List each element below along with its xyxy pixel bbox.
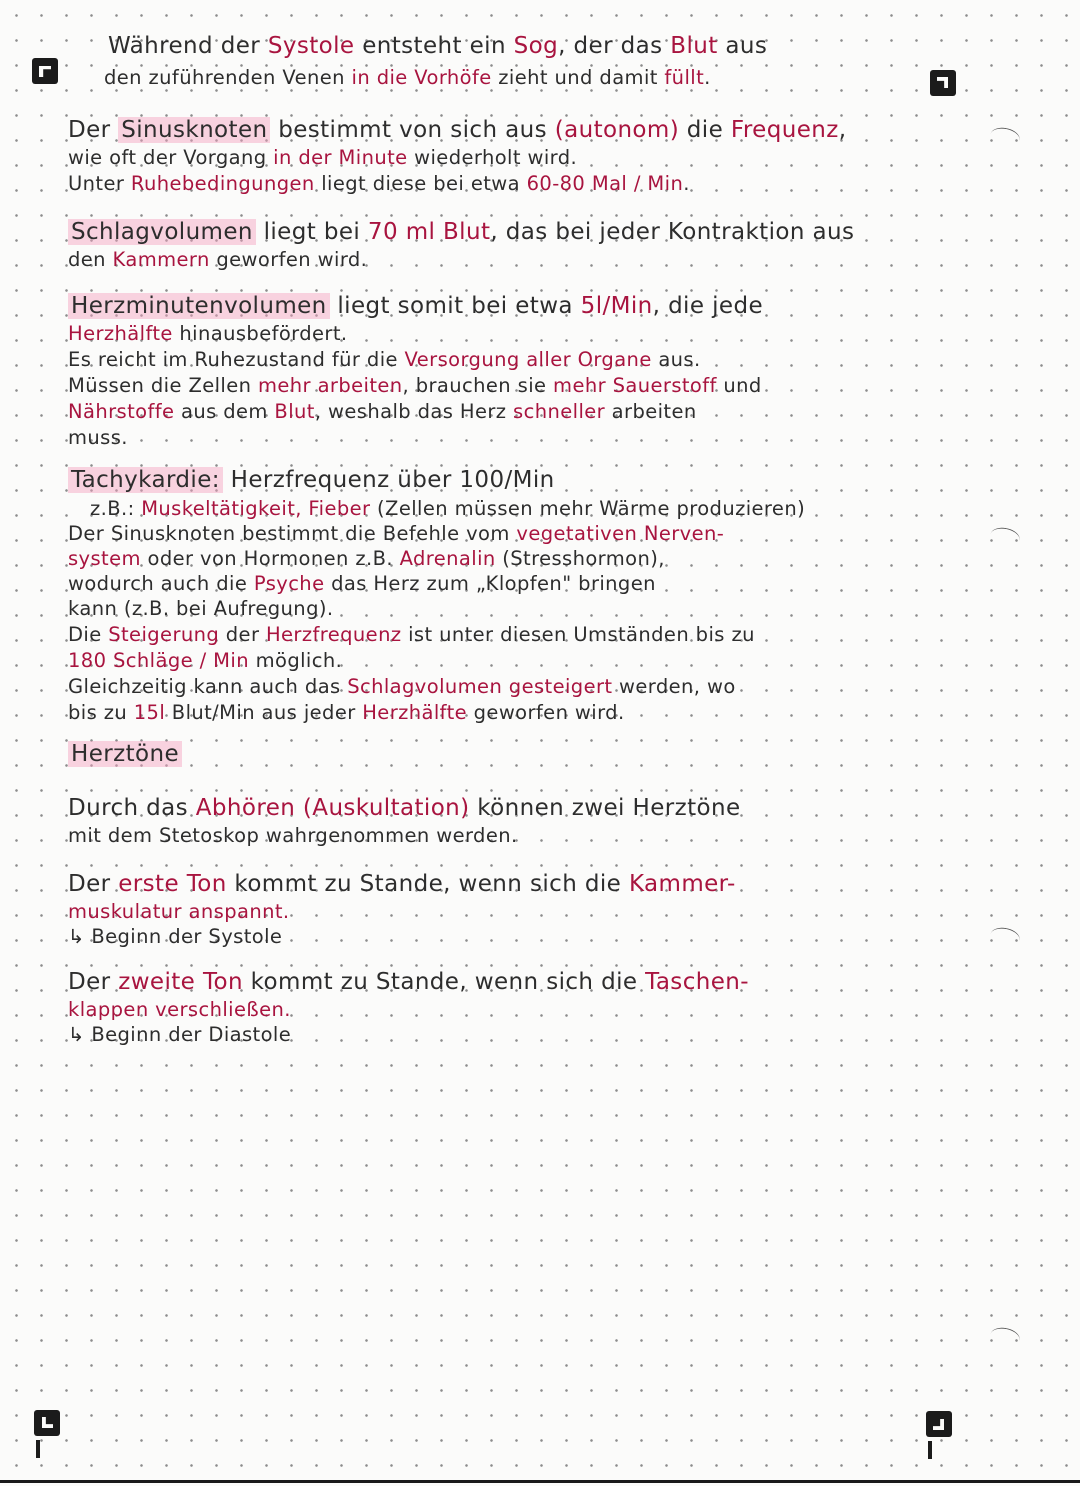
emphasized-text: schneller [513,400,606,423]
emphasized-text: Psyche [253,572,325,595]
note-text: das Herz zum „Klopfen" bringen [324,572,656,595]
emphasized-text: Blut [670,33,718,59]
note-line [68,623,755,647]
emphasized-text: (autonom) [554,117,680,143]
note-text: Die [68,623,109,646]
emphasized-text: mehr arbeiten [258,374,403,397]
note-text: Müssen die Zellen [68,374,258,397]
page-curl-mark [988,525,1021,550]
note-line [68,701,625,725]
highlighted-term: Schlagvolumen [68,219,256,245]
note-text: aus dem [174,400,275,423]
note-text: der [219,623,266,646]
emphasized-text: Herzhälfte [362,701,468,724]
note-text: möglich. [249,649,343,672]
emphasized-text: füllt [664,66,705,89]
note-line [90,497,805,521]
emphasized-text: Schlagvolumen gesteigert [347,675,613,698]
emphasized-text: Abhören (Auskultation) [195,795,470,821]
highlighted-term: Herztöne [68,741,182,767]
emphasized-text: 70 ml Blut [367,219,491,245]
highlighted-term: Herzminutenvolumen [68,293,330,319]
emphasized-text: Herzhälfte [68,322,173,345]
note-text: z.B.: [90,497,142,520]
note-line [68,547,665,571]
note-line [68,146,577,170]
note-text: die [679,117,731,143]
note-line [68,597,333,621]
note-line [68,348,701,372]
note-text: Während der [108,33,268,59]
corner-marker-bar [36,1440,40,1458]
note-text: aus [717,33,768,59]
note-text: bis zu [68,701,134,724]
note-text: Durch das [68,795,196,821]
emphasized-text: Herzfrequenz [265,623,402,646]
note-line [104,66,711,90]
emphasized-text: Muskeltätigkeit, Fieber [141,497,371,520]
emphasized-text: Ruhebedingungen [130,172,315,195]
note-text: , weshalb das Herz [314,400,514,423]
note-line [68,572,656,596]
note-text: den [68,248,113,271]
note-text: Unter [68,172,131,195]
note-line [68,118,846,142]
emphasized-text: Blut [274,400,315,423]
note-text: kommt zu Stande, wenn sich die [242,969,646,995]
note-text: bestimmt von sich aus [270,117,555,143]
note-line [68,374,762,398]
emphasized-text: 15l [133,701,166,724]
note-text: ↳ Beginn der Diastole [68,1023,292,1046]
emphasized-text: Versorgung aller Organe [404,348,652,371]
note-text: , das bei jeder Kontraktion aus [490,219,855,245]
note-text: ↳ Beginn der Systole [68,925,283,948]
page-curl-mark [988,125,1021,150]
corner-marker-icon [34,1410,60,1436]
highlighted-term: Tachykardie: [68,467,223,493]
note-text: werden, wo [612,675,736,698]
corner-marker-bar [928,1441,932,1459]
note-line [68,824,518,848]
emphasized-text: 180 Schläge / Min [68,649,249,672]
emphasized-text: vegetativen Nerven- [516,522,725,545]
page-curl-mark [988,925,1021,950]
note-text: , die jede [652,293,764,319]
note-text: kommt zu Stande, wenn sich die [226,871,629,897]
note-text: wiederholt wird. [407,146,578,169]
note-text: können zwei Herztöne [469,795,741,821]
emphasized-text: Nährstoffe [68,400,175,423]
page-curl-mark [988,1325,1021,1350]
note-text: , [838,117,847,143]
note-line [68,468,555,492]
note-line [68,400,697,424]
note-text: muss. [68,426,128,449]
emphasized-text: Systole [267,33,355,59]
emphasized-text: Taschen- [645,969,749,995]
note-text: geworfen wird. [467,701,625,724]
note-text: , brauchen sie [402,374,554,397]
note-line [68,522,724,546]
note-text: (Zellen müssen mehr Wärme produzieren) [370,497,806,520]
note-text: (Stresshormon), [495,547,665,570]
note-text: entsteht ein [354,33,514,59]
note-line [68,172,690,196]
note-line [68,1023,291,1047]
note-text: Der Sinusknoten bestimmt die Befehle vom [68,522,517,545]
note-text: hinausbefördert. [172,322,348,345]
emphasized-text: 60-80 Mal / Min [526,172,684,195]
note-text: ist unter diesen Umständen bis zu [401,623,755,646]
note-text: . [704,66,711,89]
note-text: mit dem Stetoskop wahrgenommen werden. [68,824,518,847]
note-line [68,900,290,924]
note-line [68,925,282,949]
note-text: liegt bei [255,219,368,245]
emphasized-text: muskulatur anspannt. [68,900,290,923]
emphasized-text: system [68,547,141,570]
emphasized-text: in der Minute [273,146,408,169]
note-line [68,675,736,699]
note-text: zieht und damit [491,66,665,89]
note-text: kann (z.B. bei Aufregung). [68,597,334,620]
note-line [108,34,767,58]
note-text: Gleichzeitig kann auch das [68,675,348,698]
emphasized-text: Adrenalin [399,547,496,570]
emphasized-text: in die Vorhöfe [351,66,492,89]
note-text: Der [68,117,119,143]
note-text: oder von Hormonen z.B. [140,547,400,570]
note-text: wie oft der Vorgang [68,146,274,169]
note-text: Es reicht im Ruhezustand für die [68,348,405,371]
emphasized-text: Frequenz [730,117,839,143]
emphasized-text: Sog [513,33,559,59]
emphasized-text: Kammern [112,248,210,271]
note-text: und [716,374,762,397]
note-text: wodurch auch die [68,572,254,595]
note-line [68,970,749,994]
note-line [68,998,291,1022]
note-text: geworfen wird. [209,248,368,271]
note-line [68,872,736,896]
emphasized-text: Kammer- [628,871,736,897]
note-text: Der [68,871,119,897]
note-text: . [683,172,690,195]
note-text: liegt diese bei etwa [314,172,527,195]
emphasized-text: klappen verschließen. [68,998,291,1021]
note-text: liegt somit bei etwa [329,293,581,319]
note-line [68,649,342,673]
corner-marker-icon [930,70,956,96]
corner-marker-icon [32,58,58,84]
emphasized-text: mehr Sauerstoff [553,374,717,397]
emphasized-text: erste Ton [118,871,227,897]
note-line [68,322,348,346]
note-text: Der [68,969,119,995]
note-line [68,294,763,318]
note-line [68,426,128,450]
emphasized-text: Steigerung [108,623,220,646]
note-line [68,248,367,272]
emphasized-text: zweite Ton [118,969,243,995]
note-text: den zuführenden Venen [104,66,352,89]
note-text: aus. [651,348,701,371]
note-line [68,742,182,766]
note-text: Herzfrequenz über 100/Min [222,467,555,493]
highlighted-term: Sinusknoten [118,117,270,143]
page-edge [0,1480,1080,1483]
note-text: arbeiten [605,400,697,423]
note-text: , der das [558,33,671,59]
corner-marker-icon [926,1411,952,1437]
note-text: Blut/Min aus jeder [165,701,363,724]
note-line [68,220,854,244]
note-line [68,796,741,820]
emphasized-text: 5l/Min [580,293,653,319]
